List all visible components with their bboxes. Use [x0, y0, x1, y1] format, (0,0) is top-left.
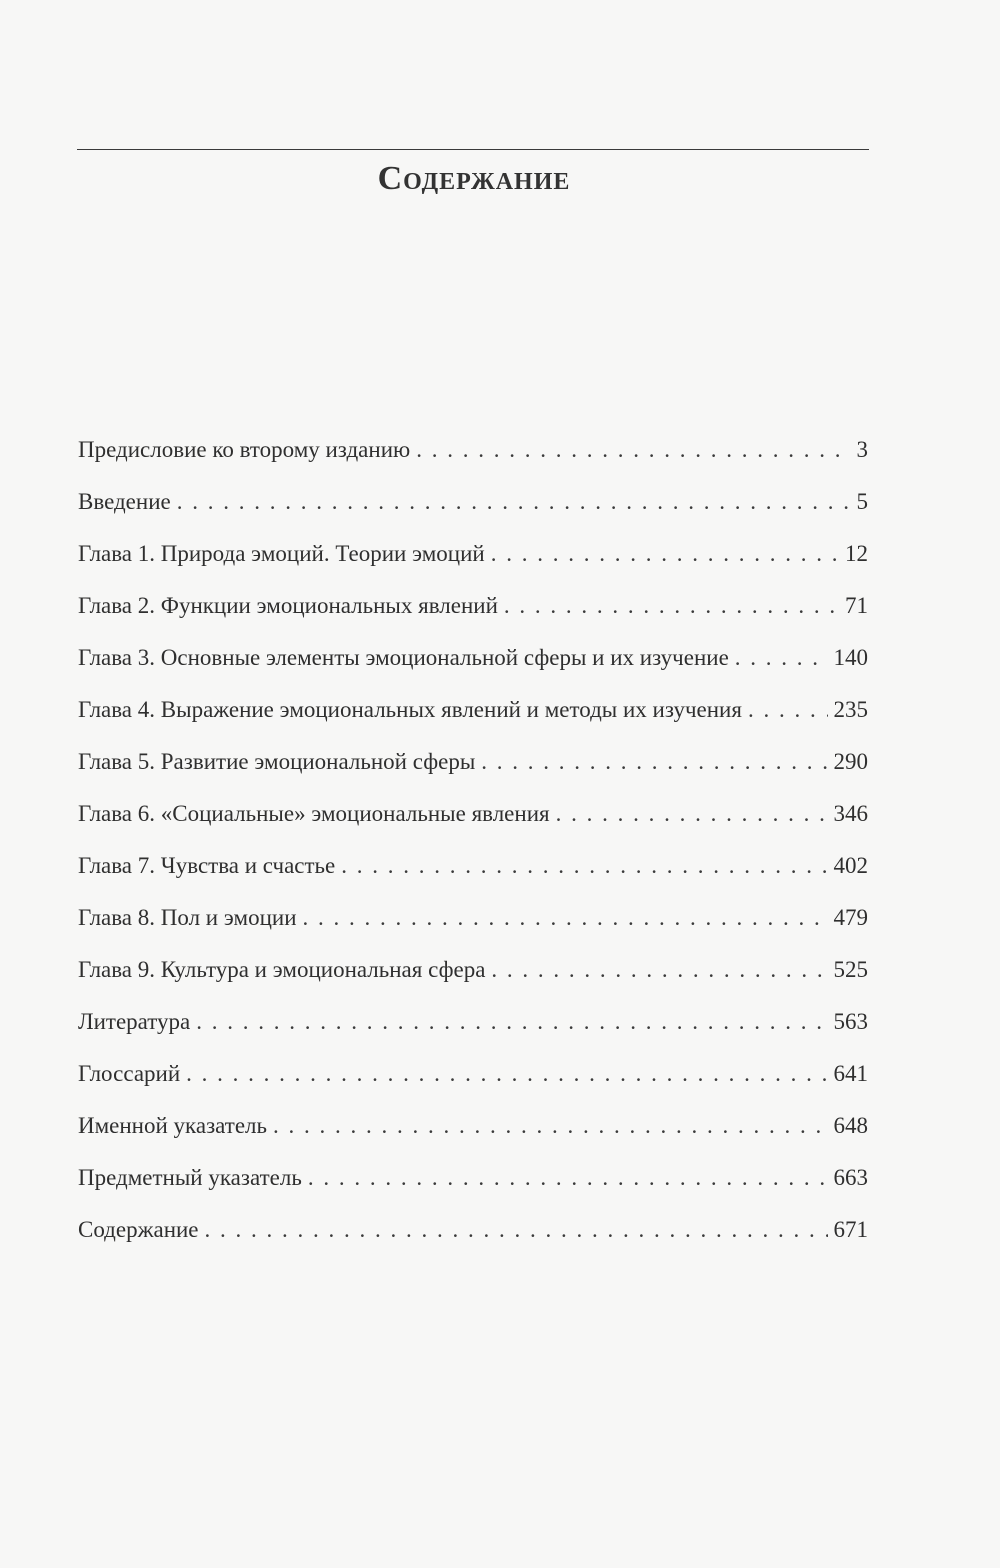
toc-entry-label: Предметный указатель: [78, 1165, 302, 1190]
toc-entry[interactable]: [78, 996, 868, 1048]
toc-entry[interactable]: [78, 424, 868, 476]
toc-entry-label: Глоссарий: [78, 1061, 181, 1086]
toc-leader-dots: [481, 736, 827, 788]
page-title: Содержание: [377, 160, 571, 197]
toc-entry-label: Глава 6. «Социальные» эмоциональные явления: [78, 801, 550, 826]
toc-leader-dots: [303, 892, 828, 944]
toc-entry-label: Глава 8. Пол и эмоции: [78, 905, 297, 930]
toc-entry[interactable]: [78, 528, 868, 580]
toc-entry-page: 71: [845, 593, 868, 618]
toc-entry-label: Глава 5. Развитие эмоциональной сферы: [78, 749, 476, 774]
toc-entry-page: 402: [833, 853, 868, 878]
toc-leader-dots: [177, 476, 851, 528]
toc-entry-page: 648: [833, 1113, 868, 1138]
toc-entry-page: 140: [833, 645, 868, 670]
toc-leader-dots: [556, 788, 828, 840]
toc-entry-label: Содержание: [78, 1217, 199, 1242]
toc-leader-dots: [205, 1204, 828, 1256]
toc-entry[interactable]: [78, 1204, 868, 1256]
toc-entry[interactable]: [78, 1152, 868, 1204]
toc-entry-label: Глава 7. Чувства и счастье: [78, 853, 336, 878]
toc-leader-dots: [748, 684, 828, 736]
toc-leader-dots: [491, 944, 827, 996]
toc-entry[interactable]: [78, 1100, 868, 1152]
toc-entry-page: 663: [833, 1165, 868, 1190]
toc-entry[interactable]: [78, 684, 868, 736]
toc-entry-page: 12: [845, 541, 868, 566]
toc-entry-page: 235: [833, 697, 868, 722]
toc-entry[interactable]: [78, 892, 868, 944]
toc-entry[interactable]: [78, 944, 868, 996]
toc-entry-page: 3: [856, 437, 868, 462]
toc-entry[interactable]: [78, 840, 868, 892]
toc-entry[interactable]: [78, 736, 868, 788]
toc-entry-page: 525: [833, 957, 868, 982]
toc-entry-page: 641: [833, 1061, 868, 1086]
toc-entry[interactable]: [78, 476, 868, 528]
toc-entry[interactable]: [78, 788, 868, 840]
toc-leader-dots: [735, 632, 828, 684]
toc-leader-dots: [196, 996, 827, 1048]
toc-leader-dots: [186, 1048, 827, 1100]
toc-entry-label: Глава 4. Выражение эмоциональных явлений и методы их изучения: [78, 697, 742, 722]
toc-entry-label: Глава 1. Природа эмоций. Теории эмоций: [78, 541, 485, 566]
top-rule: [77, 149, 869, 150]
toc-entry[interactable]: [78, 1048, 868, 1100]
toc-entry-label: Предисловие ко второму изданию: [78, 437, 411, 462]
toc-entry-label: Глава 3. Основные элементы эмоциональной сферы и их изучение: [78, 645, 729, 670]
toc-entry-page: 5: [856, 489, 868, 514]
toc-leader-dots: [416, 424, 850, 476]
toc-leader-dots: [308, 1152, 828, 1204]
toc-entry-page: 479: [833, 905, 868, 930]
toc-entry-page: 671: [833, 1217, 868, 1242]
toc-entry[interactable]: [78, 580, 868, 632]
toc-leader-dots: [341, 840, 827, 892]
toc-leader-dots: [504, 580, 839, 632]
toc-entry-page: 346: [833, 801, 868, 826]
toc-leader-dots: [491, 528, 839, 580]
toc-leader-dots: [273, 1100, 827, 1152]
toc-entry-label: Глава 2. Функции эмоциональных явлений: [78, 593, 498, 618]
toc-entry-label: Глава 9. Культура и эмоциональная сфера: [78, 957, 486, 982]
toc-entry-page: 290: [833, 749, 868, 774]
toc-entry[interactable]: [78, 632, 868, 684]
toc-entry-label: Введение: [78, 489, 171, 514]
toc-entry-label: Литература: [78, 1009, 191, 1034]
toc-entry-label: Именной указатель: [78, 1113, 268, 1138]
toc-entry-page: 563: [833, 1009, 868, 1034]
table-of-contents: [78, 424, 868, 1256]
